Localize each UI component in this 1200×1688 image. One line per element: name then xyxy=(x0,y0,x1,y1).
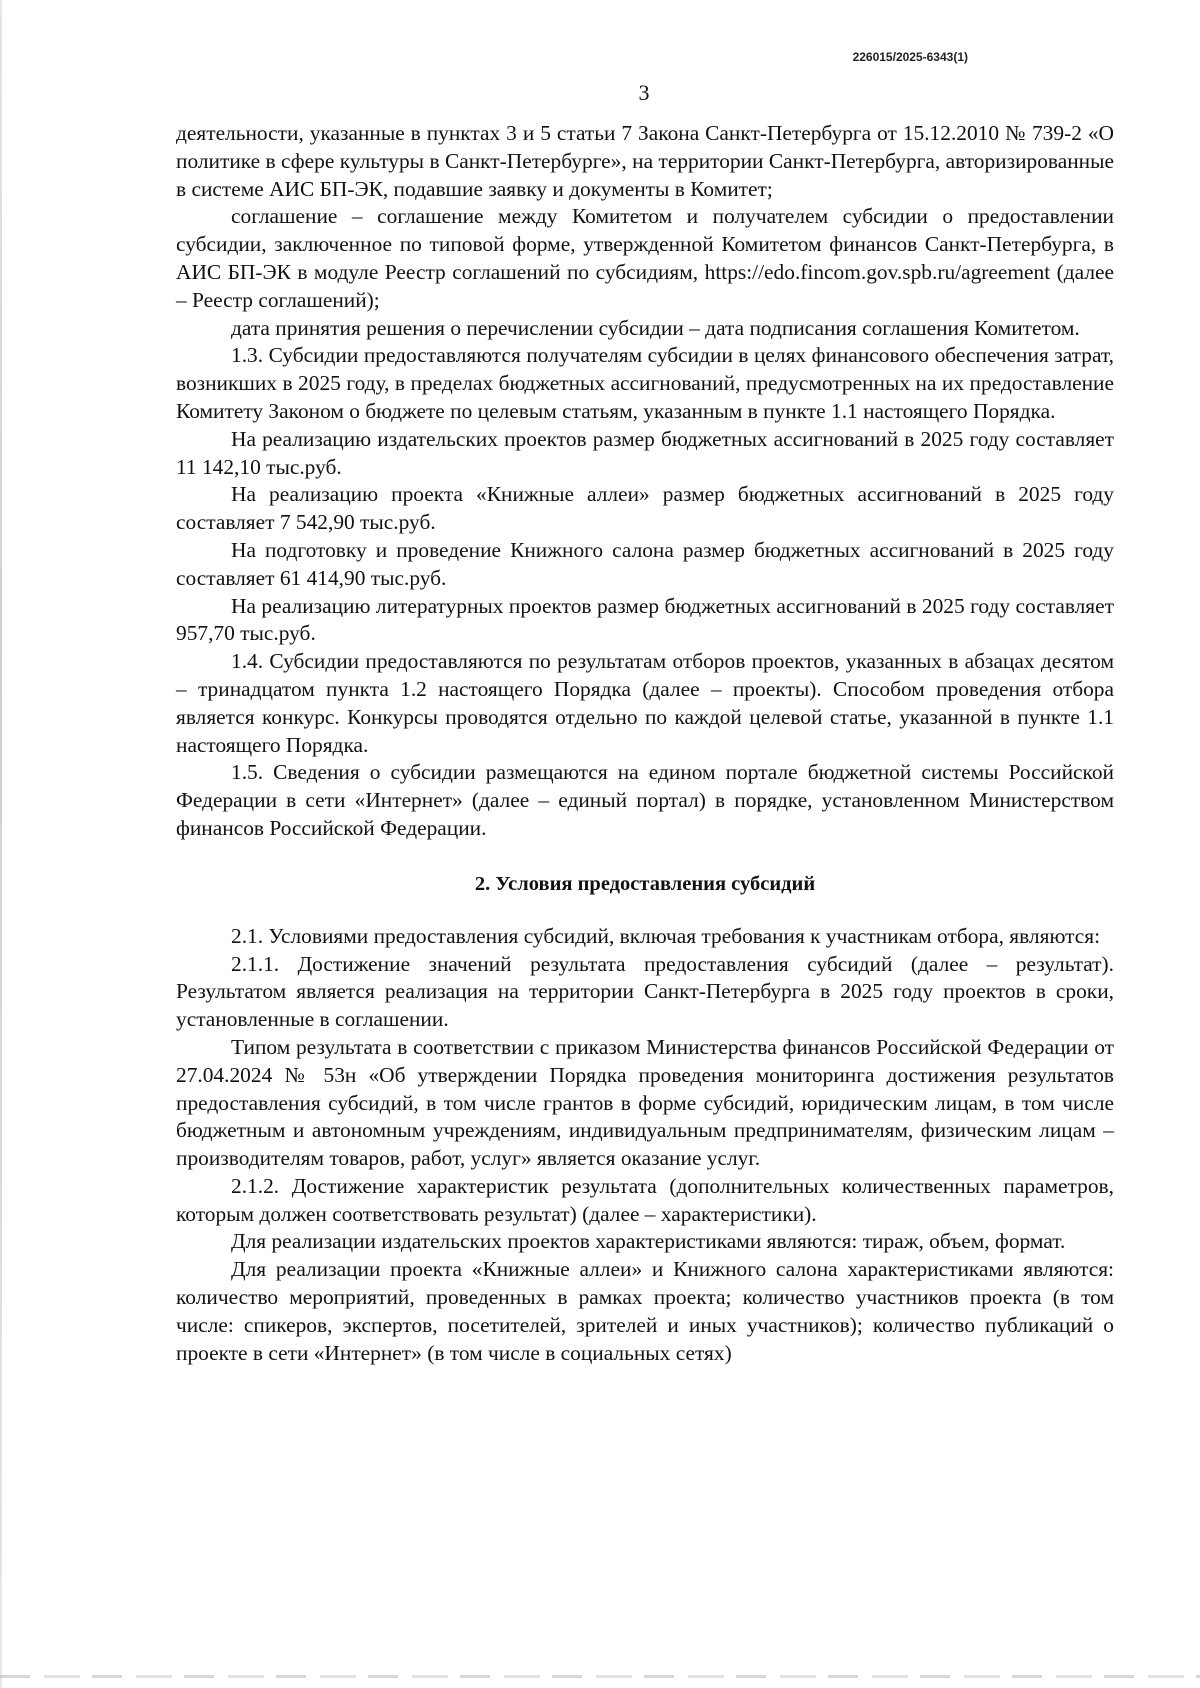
paragraph: На реализацию проекта «Книжные аллеи» размер бюджетных ассигнований в 2025 году составляет 7 542,90 тыс.руб. xyxy=(176,482,1114,535)
paragraph: Для реализации издательских проектов характеристиками являются: тираж, объем, формат. xyxy=(231,1229,1066,1254)
paragraph: деятельности, указанные в пунктах 3 и 5 статьи 7 Закона Санкт-Петербурга от 15.12.2010 № 739-2 «О политике в сфере культуры в Санкт-Петербурге», на территории Санкт-Петербурга, авторизированные в системе АИС БП-ЭК, подавшие заявку и документы в Комитет; xyxy=(176,121,1114,201)
document-registration-number: 226015/2025-6343(1) xyxy=(852,50,968,64)
section-heading: 2. Условия предоставления субсидий xyxy=(474,872,816,895)
paragraph: На реализацию издательских проектов размер бюджетных ассигнований в 2025 году составляет 11 142,10 тыс.руб. xyxy=(176,426,1114,479)
paragraph: 1.4. Субсидии предоставляются по результатам отборов проектов, указанных в абзацах десятом – тринадцатом пункта 1.2 настоящего Порядка (далее – проекты). Способом проведения отбора является конкурс. Конкурсы проводятся отдельно по каждой целевой статье, указанной в пункте 1.1 настоящего Порядка. xyxy=(176,649,1114,757)
paragraph: 2.1. Условиями предоставления субсидий, включая требования к участникам отбора, являются: xyxy=(231,923,1101,948)
paragraph: 2.1.2. Достижение характеристик результата (дополнительных количественных параметров, которым должен соответствовать результат) (далее – характеристики). xyxy=(176,1173,1114,1226)
scan-bottom-edge xyxy=(0,1675,1200,1678)
paragraph: 1.5. Сведения о субсидии размещаются на едином портале бюджетной системы Российской Федерации в сети «Интернет» (далее – единый портал) в порядке, установленном Министерством финансов Российской Федерации. xyxy=(176,760,1114,840)
paragraph: На реализацию литературных проектов размер бюджетных ассигнований в 2025 году составляет 957,70 тыс.руб. xyxy=(176,593,1114,646)
scan-left-edge xyxy=(0,0,2,1688)
paragraph: 1.3. Субсидии предоставляются получателям субсидии в целях финансового обеспечения затрат, возникших в 2025 году, в пределах бюджетных ассигнований, предусмотренных на их предоставление Комитету Законом о бюджете по целевым статьям, указанным в пункте 1.1 настоящего Порядка. xyxy=(176,343,1114,423)
paragraph: Для реализации проекта «Книжные аллеи» и Книжного салона характеристиками являются: количество мероприятий, проведенных в рамках проекта; количество участников проекта (в том числе: спикеров, экспертов, посетителей, зрителей и иных участников); количество публикаций о проекте в сети «Интернет» (в том числе в социальных сетях) xyxy=(176,1257,1114,1365)
paragraph: дата принятия решения о перечислении субсидии – дата подписания соглашения Комитетом. xyxy=(231,315,1080,340)
paragraph: соглашение – соглашение между Комитетом и получателем субсидии о предоставлении субсидии, заключенное по типовой форме, утвержденной Комитетом финансов Санкт-Петербурга, в АИС БП-ЭК в модуле Реестр соглашений по субсидиям, https://edo.fincom.gov.spb.ru/agreement (далее – Реестр соглашений); xyxy=(176,204,1114,312)
paragraph: На подготовку и проведение Книжного салона размер бюджетных ассигнований в 2025 году составляет 61 414,90 тыс.руб. xyxy=(176,537,1114,590)
paragraph: Типом результата в соответствии с приказом Министерства финансов Российской Федерации от 27.04.2024 № 53н «Об утверждении Порядка проведения мониторинга достижения результатов предоставления субсидий, в том числе грантов в форме субсидий, юридическим лицам, в том числе бюджетным и автономным учреждениям, индивидуальным предпринимателям, физическим лицам – производителям товаров, работ, услуг» является оказание услуг. xyxy=(176,1034,1114,1171)
paragraph: 2.1.1. Достижение значений результата предоставления субсидий (далее – результат). Результатом является реализация на территории Санкт-Петербурга в 2025 году проектов в сроки, установленные в соглашении. xyxy=(176,951,1114,1032)
document-body xyxy=(176,120,1114,1367)
page-number: 3 xyxy=(638,80,650,105)
